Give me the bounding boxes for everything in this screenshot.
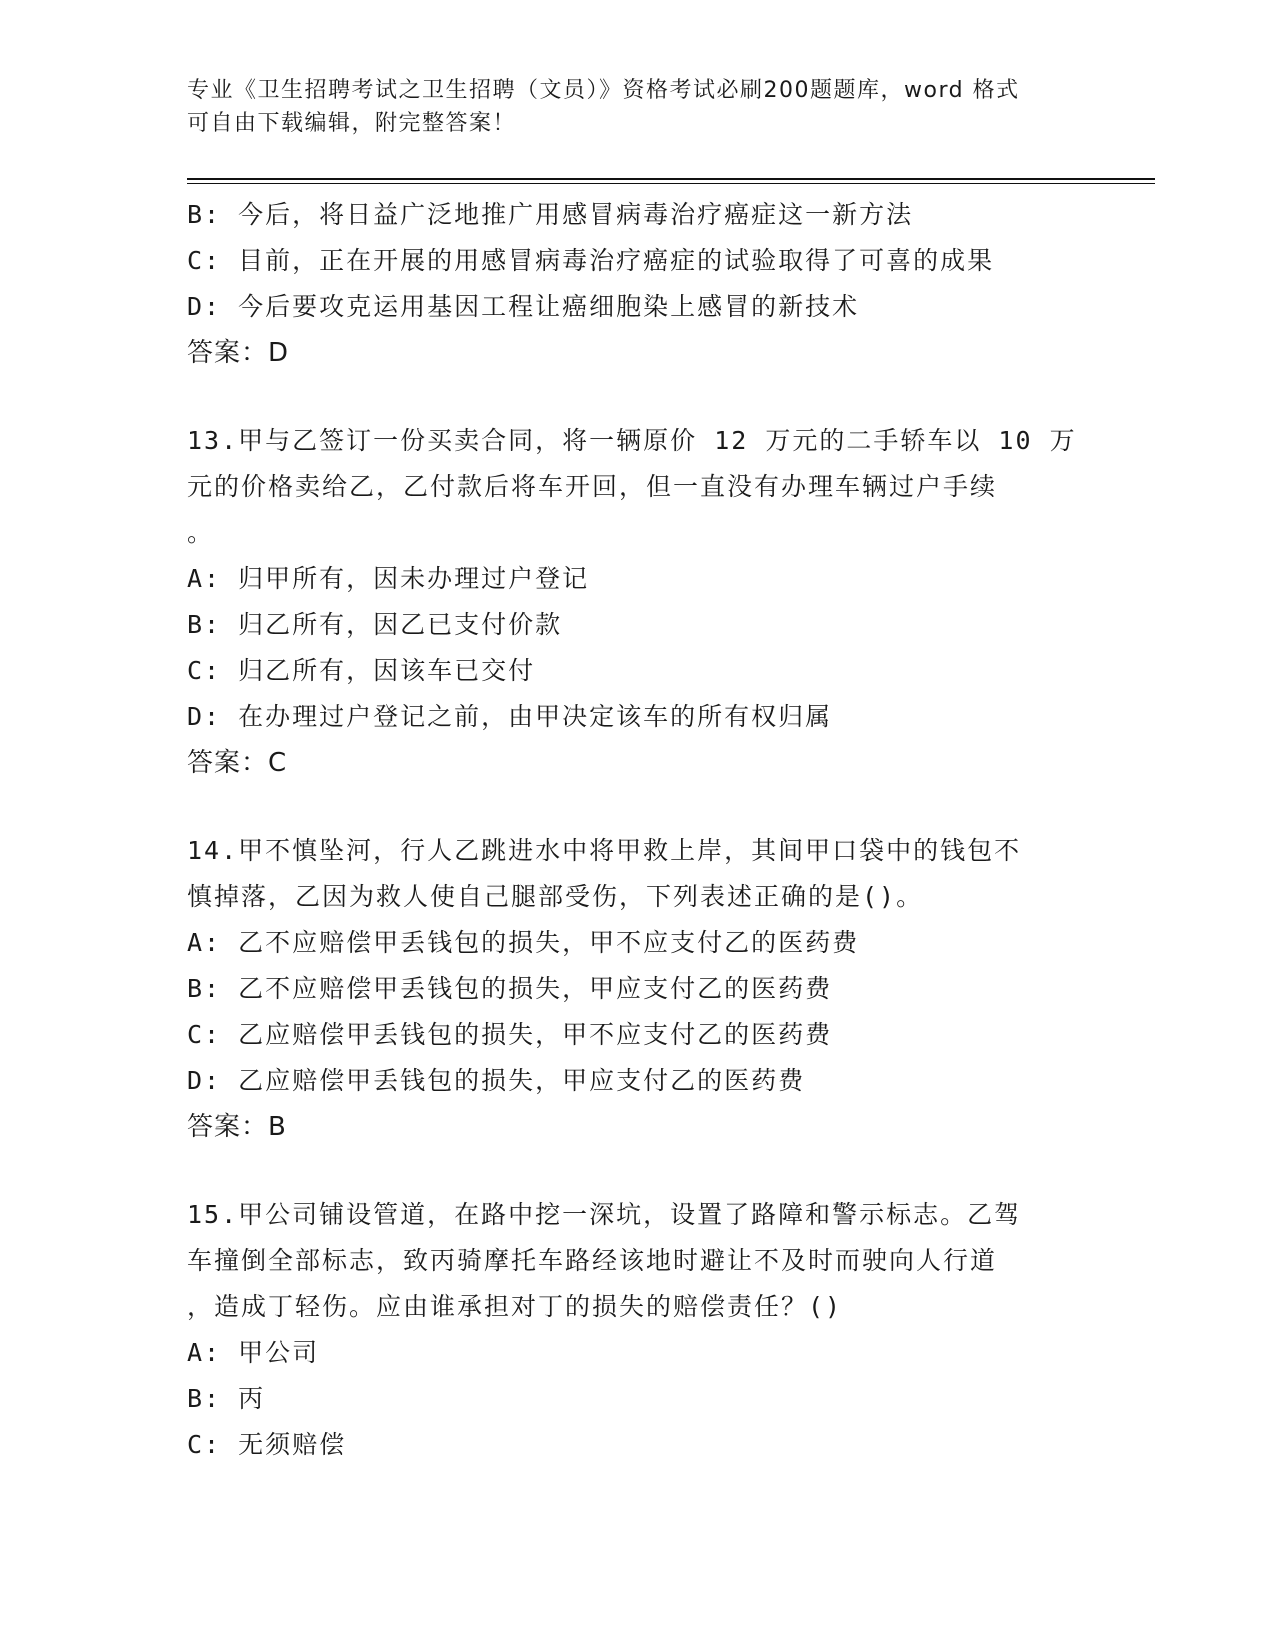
question-14 bbox=[187, 828, 1087, 1150]
option-c: C: 归乙所有，因该车已交付 bbox=[187, 656, 536, 685]
option-a: A: 乙不应赔偿甲丢钱包的损失，甲不应支付乙的医药费 bbox=[187, 928, 860, 957]
header-divider-thin bbox=[187, 183, 1155, 184]
header-divider-thick bbox=[187, 178, 1155, 180]
answer-line: 答案：D bbox=[187, 338, 290, 368]
question-stem-line: 元的价格卖给乙，乙付款后将车开回，但一直没有办理车辆过户手续 bbox=[187, 472, 998, 501]
answer-line: 答案：B bbox=[187, 1112, 287, 1142]
header-line-1: 专业《卫生招聘考试之卫生招聘（文员）》资格考试必刷200题题库，word 格式 bbox=[187, 78, 1020, 103]
option-c: C: 目前，正在开展的用感冒病毒治疗癌症的试验取得了可喜的成果 bbox=[187, 246, 995, 275]
option-d: D: 在办理过户登记之前，由甲决定该车的所有权归属 bbox=[187, 702, 833, 731]
answer-line: 答案：C bbox=[187, 748, 288, 778]
question-stem-line: 14.甲不慎坠河，行人乙跳进水中将甲救上岸，其间甲口袋中的钱包不 bbox=[187, 836, 1022, 865]
spacer bbox=[187, 1150, 1087, 1192]
option-d: D: 今后要攻克运用基因工程让癌细胞染上感冒的新技术 bbox=[187, 292, 860, 321]
document-header bbox=[187, 74, 1087, 140]
option-b: B: 乙不应赔偿甲丢钱包的损失，甲应支付乙的医药费 bbox=[187, 974, 833, 1003]
spacer bbox=[187, 376, 1087, 418]
spacer bbox=[187, 786, 1087, 828]
question-13 bbox=[187, 418, 1087, 786]
question-stem-line: 13.甲与乙签订一份买卖合同，将一辆原价 12 万元的二手轿车以 10 万 bbox=[187, 426, 1077, 455]
option-c: C: 乙应赔偿甲丢钱包的损失，甲不应支付乙的医药费 bbox=[187, 1020, 833, 1049]
question-stem-line: 15.甲公司铺设管道，在路中挖一深坑，设置了路障和警示标志。乙驾 bbox=[187, 1200, 1022, 1229]
question-stem-line: 慎掉落，乙因为救人使自己腿部受伤，下列表述正确的是()。 bbox=[187, 882, 924, 911]
option-b: B: 归乙所有，因乙已支付价款 bbox=[187, 610, 563, 639]
question-15 bbox=[187, 1192, 1087, 1468]
option-b: B: 丙 bbox=[187, 1384, 266, 1413]
option-d: D: 乙应赔偿甲丢钱包的损失，甲应支付乙的医药费 bbox=[187, 1066, 806, 1095]
question-12-tail bbox=[187, 192, 1087, 376]
document-body bbox=[187, 192, 1087, 1468]
option-c: C: 无须赔偿 bbox=[187, 1430, 347, 1459]
question-stem-line: ，造成丁轻伤。应由谁承担对丁的损失的赔偿责任？() bbox=[187, 1292, 843, 1321]
option-b: B: 今后，将日益广泛地推广用感冒病毒治疗癌症这一新方法 bbox=[187, 200, 914, 229]
header-line-2: 可自由下载编辑，附完整答案！ bbox=[187, 111, 517, 136]
question-stem-line: 车撞倒全部标志，致丙骑摩托车路经该地时避让不及时而驶向人行道 bbox=[187, 1246, 998, 1275]
question-stem-line: 。 bbox=[187, 518, 215, 547]
option-a: A: 甲公司 bbox=[187, 1338, 320, 1367]
option-a: A: 归甲所有，因未办理过户登记 bbox=[187, 564, 590, 593]
